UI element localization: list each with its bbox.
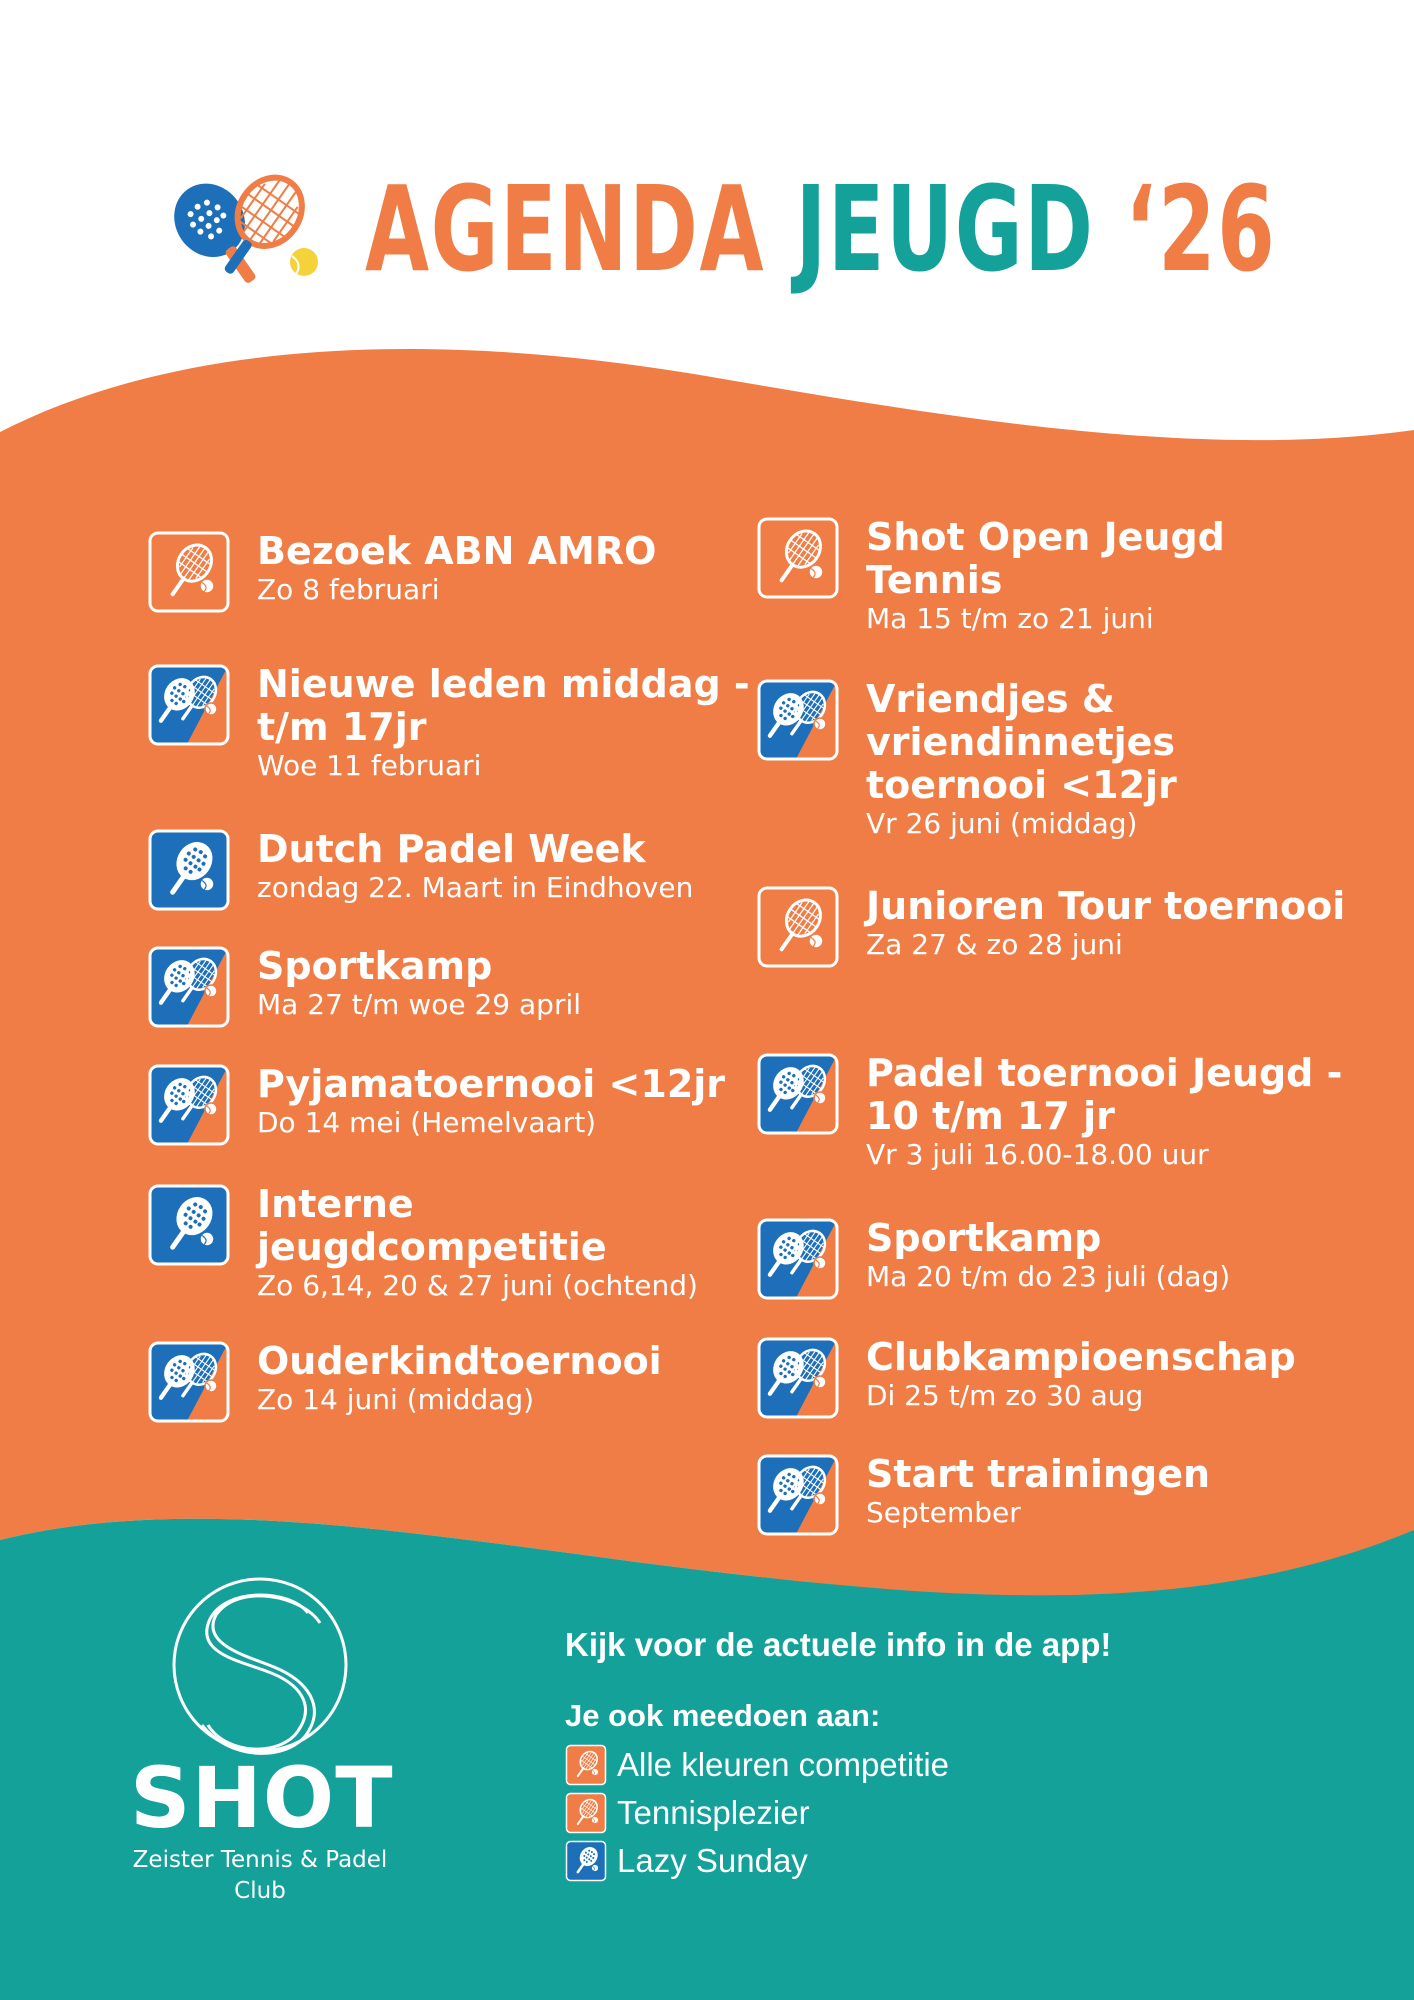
- event-title: Nieuwe leden middag - t/m 17jr: [257, 662, 750, 749]
- list-item-label: Tennisplezier: [617, 1794, 810, 1831]
- event-text: [866, 678, 1366, 841]
- event-title: Padel toernooi Jeugd - 10 t/m 17 jr: [866, 1051, 1343, 1138]
- tennis-racket-icon: [756, 885, 840, 969]
- event-title: Ouderkindtoernooi: [257, 1339, 662, 1383]
- logo-brand-text: SHOT: [130, 1749, 394, 1847]
- event-title: Vriendjes & vriendinnetjes toernooi <12jr: [866, 677, 1177, 807]
- event-title: Pyjamatoernooi <12jr: [257, 1062, 726, 1106]
- footer-info: [565, 1625, 1111, 1885]
- page-title: [365, 160, 1277, 298]
- event-text: [866, 1453, 1366, 1530]
- padel-racket-icon: [565, 1840, 607, 1882]
- event-date: September: [866, 1496, 1021, 1529]
- event-date: zondag 22. Maart in Eindhoven: [257, 871, 694, 904]
- event-title: Junioren Tour toernooi: [866, 884, 1346, 928]
- also-join-label: Je ook meedoen aan:: [565, 1698, 881, 1733]
- app-info-text: Kijk voor de actuele info in de app!: [565, 1626, 1112, 1663]
- title-jeugd: JEUGD: [795, 160, 1095, 298]
- event-text: [257, 663, 757, 783]
- event-date: Vr 26 juni (middag): [866, 807, 1138, 840]
- event-text: [866, 1052, 1366, 1172]
- shot-s-logo-icon: [130, 1575, 390, 1755]
- event-title: Dutch Padel Week: [257, 827, 646, 871]
- list-item: [565, 1837, 1111, 1885]
- event-title: Interne jeugdcompetitie: [257, 1182, 607, 1269]
- tennis-padel-combo-icon: [756, 678, 840, 762]
- logo-subtitle: Zeister Tennis & Padel Club: [132, 1847, 388, 1904]
- tennis-padel-combo-icon: [147, 945, 231, 1029]
- event-date: Za 27 & zo 28 juni: [866, 928, 1123, 961]
- event-text: [257, 530, 757, 607]
- event-date: Ma 20 t/m do 23 juli (dag): [866, 1260, 1231, 1293]
- tennis-racket-icon: [565, 1744, 607, 1786]
- tennis-padel-rackets-icon: [164, 170, 324, 290]
- event-text: [257, 1340, 757, 1417]
- event-text: [257, 828, 757, 905]
- tennis-racket-icon: [147, 530, 231, 614]
- event-date: Zo 6,14, 20 & 27 juni (ochtend): [257, 1269, 698, 1302]
- list-item-label: Alle kleuren competitie: [617, 1746, 949, 1783]
- header: [0, 150, 1414, 310]
- event-date: Zo 14 juni (middag): [257, 1383, 535, 1416]
- club-logo: [130, 1575, 394, 1915]
- event-text: [866, 885, 1366, 962]
- tennis-racket-icon: [565, 1792, 607, 1834]
- event-text: [866, 1217, 1366, 1294]
- title-agenda: AGENDA: [365, 160, 766, 298]
- title-year: ‘26: [1124, 160, 1277, 298]
- event-text: [866, 1336, 1366, 1413]
- event-date: Di 25 t/m zo 30 aug: [866, 1379, 1144, 1412]
- event-date: Do 14 mei (Hemelvaart): [257, 1106, 597, 1139]
- event-title: Start trainingen: [866, 1452, 1211, 1496]
- tennis-racket-icon: [756, 516, 840, 600]
- event-title: Bezoek ABN AMRO: [257, 529, 657, 573]
- event-text: [866, 516, 1366, 636]
- event-date: Zo 8 februari: [257, 573, 440, 606]
- tennis-padel-combo-icon: [756, 1217, 840, 1301]
- list-item-label: Lazy Sunday: [617, 1842, 808, 1879]
- padel-racket-icon: [147, 1183, 231, 1267]
- event-title: Clubkampioenschap: [866, 1335, 1296, 1379]
- event-title: Sportkamp: [257, 944, 493, 988]
- tennis-padel-combo-icon: [756, 1336, 840, 1420]
- list-item: [565, 1741, 1111, 1789]
- event-date: Ma 15 t/m zo 21 juni: [866, 602, 1154, 635]
- event-date: Ma 27 t/m woe 29 april: [257, 988, 582, 1021]
- event-text: [257, 1063, 757, 1140]
- list-item: [565, 1789, 1111, 1837]
- also-join-list: [565, 1741, 1111, 1885]
- event-text: [257, 945, 757, 1022]
- tennis-padel-combo-icon: [147, 663, 231, 747]
- event-title: Shot Open Jeugd Tennis: [866, 515, 1225, 602]
- event-text: [257, 1183, 757, 1303]
- padel-racket-icon: [147, 828, 231, 912]
- event-title: Sportkamp: [866, 1216, 1102, 1260]
- tennis-padel-combo-icon: [147, 1340, 231, 1424]
- event-date: Vr 3 juli 16.00-18.00 uur: [866, 1138, 1209, 1171]
- tennis-padel-combo-icon: [147, 1063, 231, 1147]
- tennis-padel-combo-icon: [756, 1453, 840, 1537]
- event-date: Woe 11 februari: [257, 749, 482, 782]
- tennis-padel-combo-icon: [756, 1052, 840, 1136]
